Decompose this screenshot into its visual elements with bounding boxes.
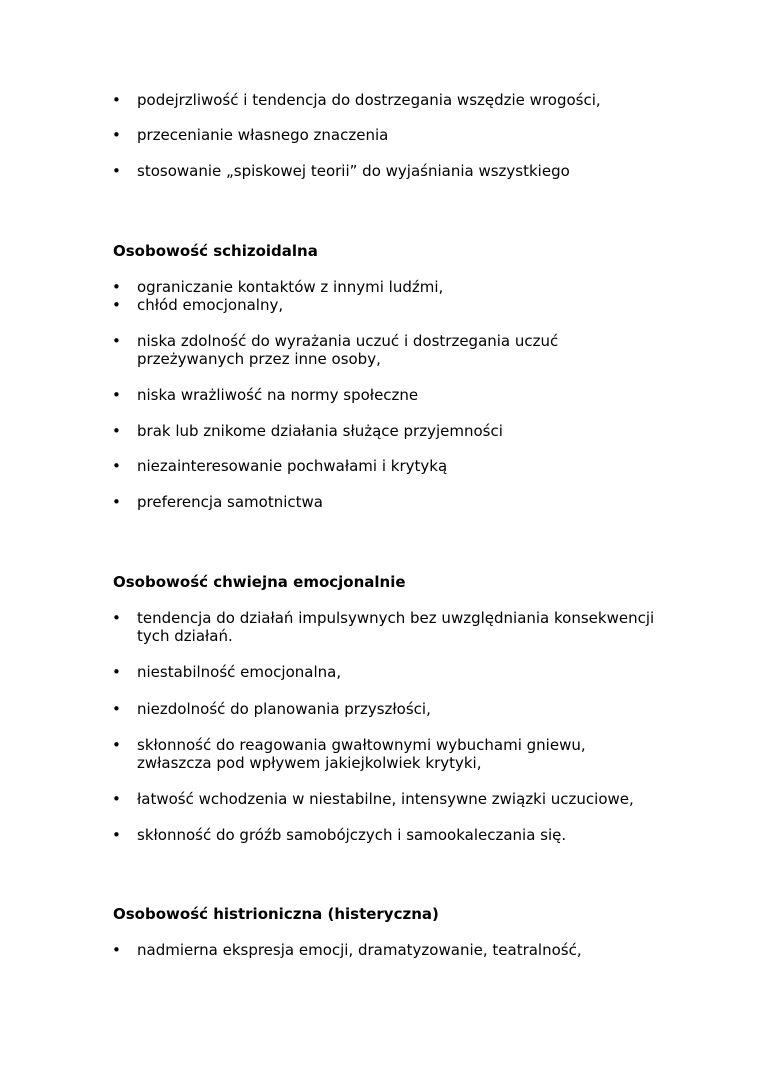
section-heading-histrioniczna: Osobowość histrioniczna (histeryczna) [113,905,439,923]
list-item-text: podejrzliwość i tendencja do dostrzegania wszędzie wrogości, [137,91,601,109]
list-item-text: skłonność do reagowania gwałtownymi wybuchami gniewu, zwłaszcza pod wpływem jakiejkolwiek krytyki, [137,736,586,772]
list-item-text: nadmierna ekspresja emocji, dramatyzowanie, teatralność, [137,941,582,959]
list-item [112,296,692,314]
list-item [112,91,692,109]
list-item-text: niezainteresowanie pochwałami i krytyką [137,457,448,475]
list-item-text: niestabilność emocjonalna, [137,663,342,681]
list-item [112,941,692,959]
list-item-text: łatwość wchodzenia w niestabilne, intensywne związki uczuciowe, [137,790,634,808]
bullet: • [112,493,121,511]
list-item [112,422,692,440]
section-heading-schizoidalna: Osobowość schizoidalna [113,242,318,260]
list-item-text: skłonność do gróźb samobójczych i samookaleczania się. [137,826,567,844]
list-item [112,332,692,368]
list-item [112,386,692,404]
list-item [112,278,692,296]
list-item [112,663,692,681]
bullet: • [112,91,121,109]
bullet: • [112,162,121,180]
list-item-text: chłód emocjonalny, [137,296,284,314]
bullet: • [112,296,121,314]
list-item-text: niska wrażliwość na normy społeczne [137,386,419,404]
bullet: • [112,609,121,627]
bullet: • [112,700,121,718]
list-item-text: brak lub znikome działania służące przyjemności [137,422,503,440]
bullet: • [112,278,121,296]
bullet: • [112,386,121,404]
list-item-text: niska zdolność do wyrażania uczuć i dostrzegania uczuć przeżywanych przez inne osoby, [137,332,559,368]
list-item [112,609,692,645]
list-item-text: tendencja do działań impulsywnych bez uwzględniania konsekwencji tych działań. [137,609,655,645]
list-item [112,826,692,844]
list-item-text: ograniczanie kontaktów z innymi ludźmi, [137,278,444,296]
list-item [112,790,692,808]
bullet: • [112,736,121,754]
list-item [112,126,692,144]
list-item [112,700,692,718]
list-item [112,457,692,475]
bullet: • [112,826,121,844]
list-item [112,162,692,180]
list-item [112,493,692,511]
bullet: • [112,790,121,808]
bullet: • [112,457,121,475]
list-item-text: preferencja samotnictwa [137,493,323,511]
list-item-text: przecenianie własnego znaczenia [137,126,389,144]
bullet: • [112,941,121,959]
list-item-text: niezdolność do planowania przyszłości, [137,700,431,718]
list-item-text: stosowanie „spiskowej teorii” do wyjaśniania wszystkiego [137,162,570,180]
bullet: • [112,126,121,144]
bullet: • [112,332,121,350]
section-heading-chwiejna: Osobowość chwiejna emocjonalnie [113,573,406,591]
bullet: • [112,422,121,440]
bullet: • [112,663,121,681]
list-item [112,736,692,772]
